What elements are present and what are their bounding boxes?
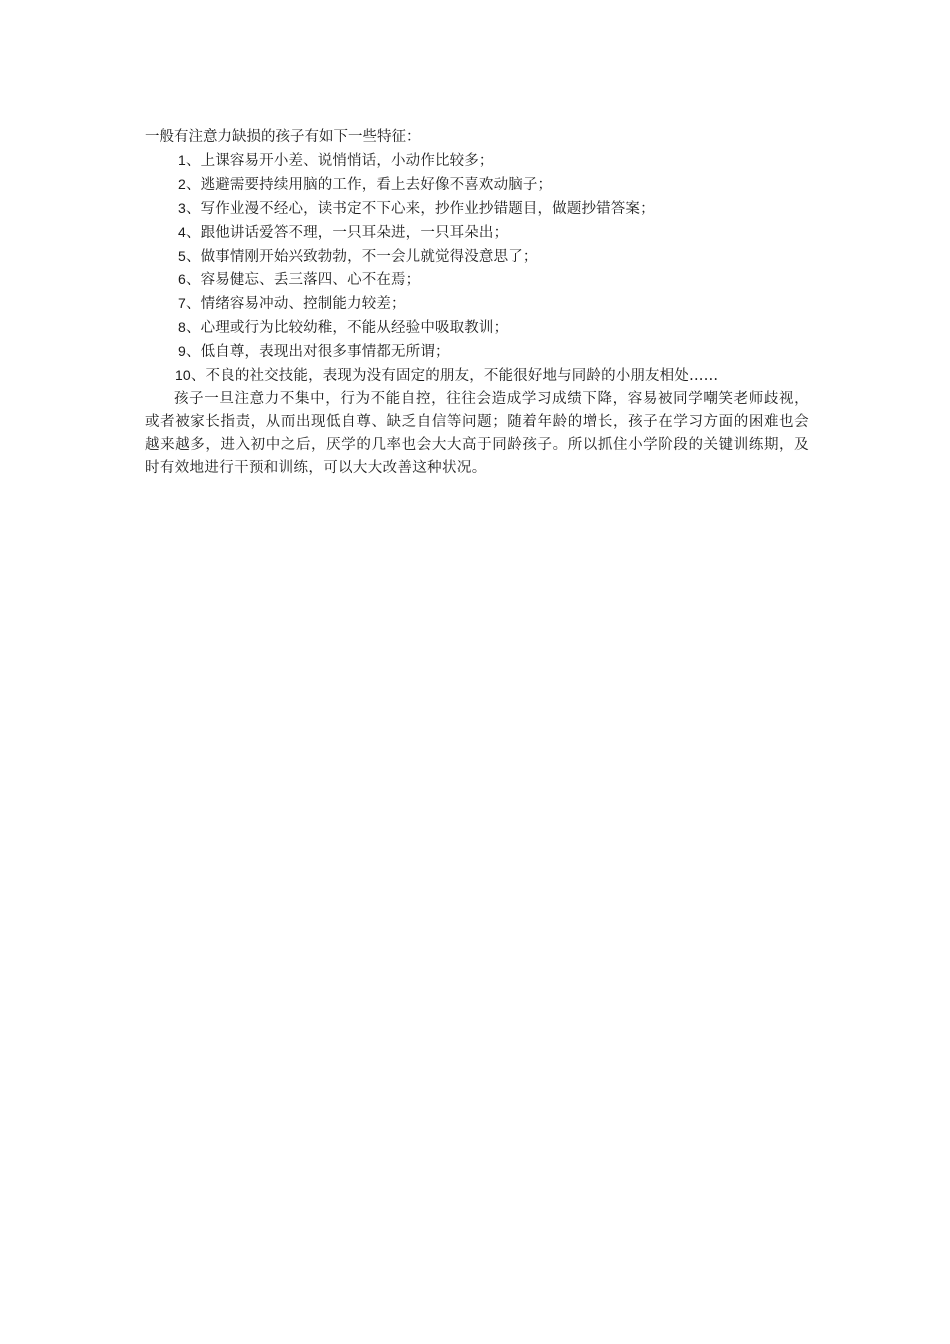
list-item — [145, 173, 809, 197]
item-text: 、心理或行为比较幼稚，不能从经验中吸取教训； — [185, 320, 509, 337]
item-number: 2 — [178, 175, 186, 192]
item-text: 、逃避需要持续用脑的工作，看上去好像不喜欢动脑子； — [185, 176, 553, 193]
item-number: 10 — [175, 367, 191, 384]
item-number: 6 — [178, 271, 186, 288]
item-text: 、跟他讲话爱答不理，一只耳朵进，一只耳朵出； — [185, 224, 509, 241]
item-number: 1 — [178, 151, 186, 168]
item-number: 5 — [178, 247, 186, 264]
item-number: 3 — [178, 199, 186, 216]
item-text: 、写作业漫不经心，读书定不下心来，抄作业抄错题目，做题抄错答案； — [185, 200, 655, 217]
list-item — [145, 316, 809, 340]
list-item — [145, 197, 809, 221]
list-item — [145, 149, 809, 173]
item-text: 、上课容易开小差、说悄悄话，小动作比较多； — [185, 152, 494, 169]
item-number: 4 — [178, 223, 186, 240]
summary-paragraph: 孩子一旦注意力不集中，行为不能自控，往往会造成学习成绩下降，容易被同学嘲笑老师歧视，或者被家长指责，从而出现低自尊、缺乏自信等问题；随着年龄的增长，孩子在学习方面的困难也会越来越多，进入初中之后，厌学的几率也会大大高于同龄孩子。所以抓住小学阶段的关键训练期，及时有效地进行干预和训练，可以大大改善这种状况。 — [145, 390, 809, 476]
list-item — [145, 268, 809, 292]
item-text: 、低自尊，表现出对很多事情都无所谓； — [185, 344, 450, 361]
document-body — [145, 126, 809, 480]
item-number: 7 — [178, 295, 186, 312]
item-text: 、做事情刚开始兴致勃勃，不一会儿就觉得没意思了； — [185, 248, 538, 265]
list-item — [145, 245, 809, 269]
list-item — [145, 292, 809, 316]
item-number: 9 — [178, 343, 186, 360]
list-item — [145, 364, 809, 388]
item-text: 、不良的社交技能，表现为没有固定的朋友，不能很好地与同龄的小朋友相处…… — [190, 368, 719, 385]
intro-line: 一般有注意力缺损的孩子有如下一些特征： — [145, 129, 421, 145]
item-text: 、容易健忘、丢三落四、心不在焉； — [185, 272, 421, 289]
item-text: 、情绪容易冲动、控制能力较差； — [185, 296, 406, 313]
item-number: 8 — [178, 319, 186, 336]
list-item — [145, 221, 809, 245]
feature-list — [145, 149, 809, 388]
list-item — [145, 340, 809, 364]
